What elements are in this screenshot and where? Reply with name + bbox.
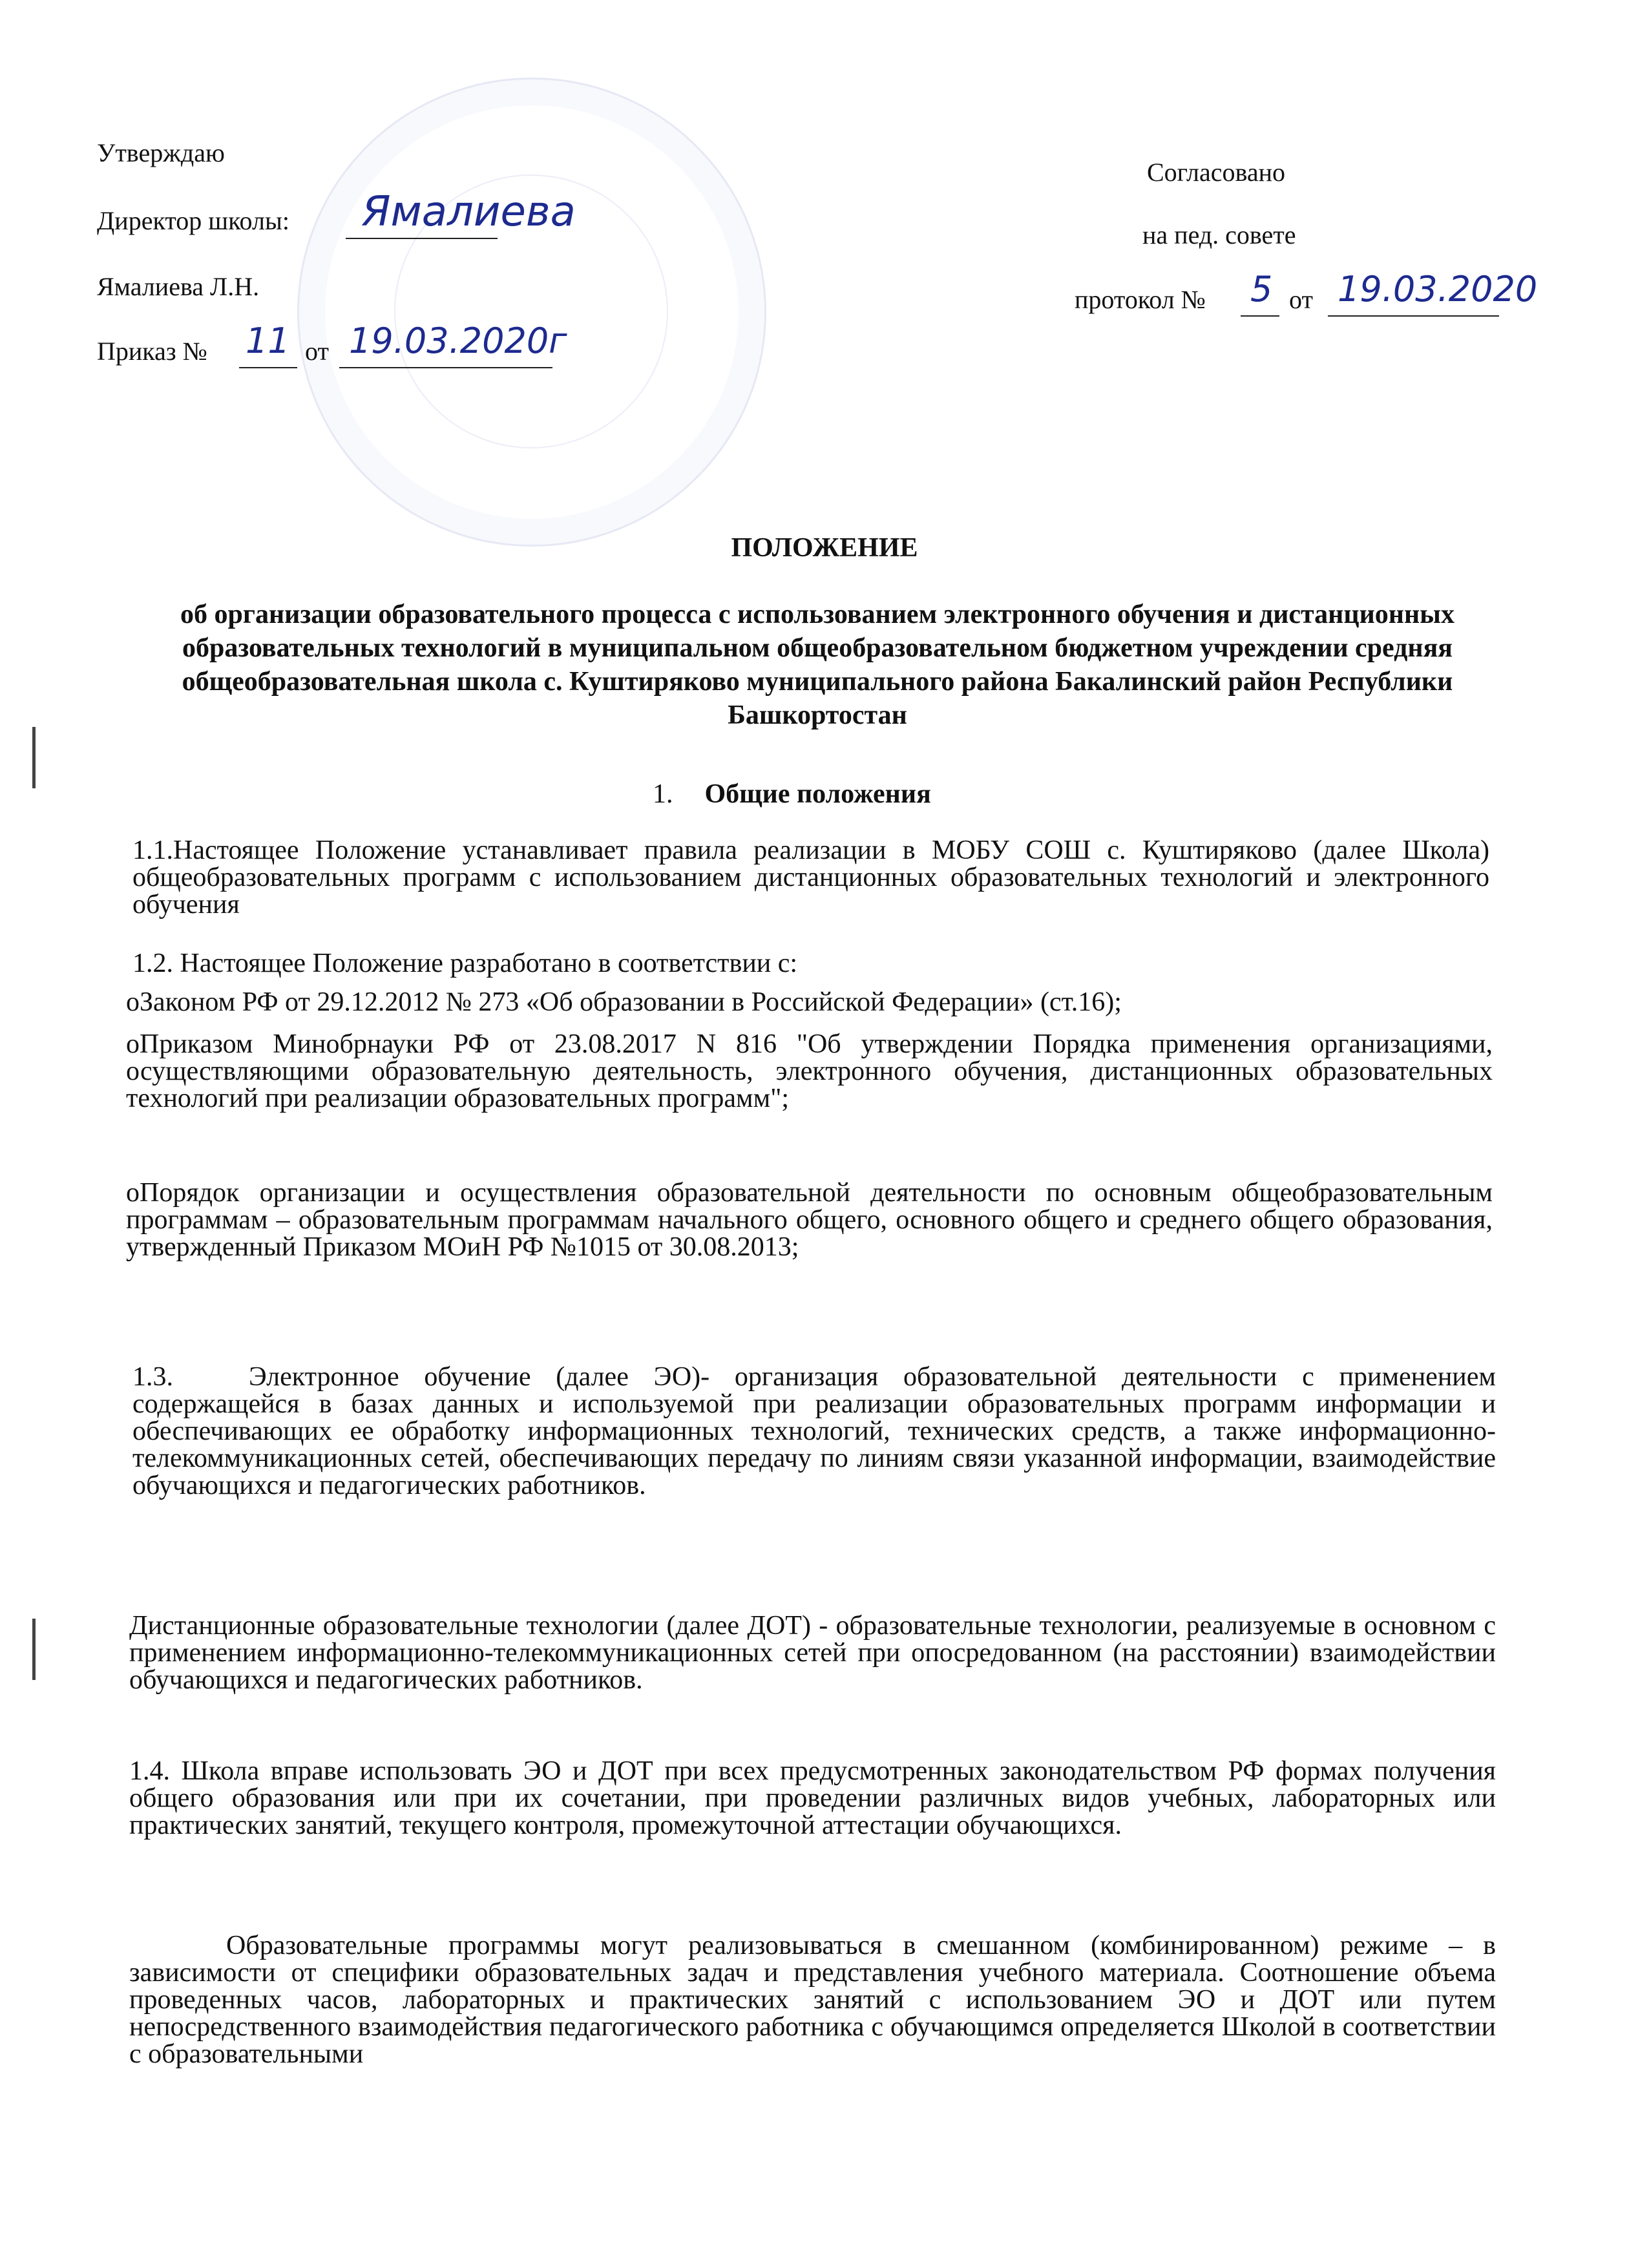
order-date-line [339,367,552,368]
margin-mark [32,727,36,788]
director-label: Директор школы: [97,206,289,235]
paragraph-1-3-text: Электронное обучение (далее ЭО)- организация образовательной деятельности с применением содержащейся в базах данных и используемой при реализации образовательных программ информации и обеспечивающих ее обработку информационных технологий, технических средств, а также информационно-телекоммуникационных сетей, обеспечивающих передачу по линиям связи указанной информации, взаимодействие обучающихся и педагогических работников. [132,1362,1496,1500]
paragraph-1-3-number: 1.3. [132,1362,173,1392]
order-label: Приказ № [97,337,207,366]
order-number: 11 [246,320,290,361]
paragraph-mixed-mode: Образовательные программы могут реализовываться в смешанном (комбинированном) режиме – в зависимости от специфики образовательных задач и представления учебного материала. Соотношение объема проведенных часов, лабораторных и практических занятий с использованием ЭО и ДОТ или путем непосредственного взаимодействия педагогического работника с обучающимся определяется Школой в соответствии с образовательными [129,1931,1496,2069]
council-label: на пед. совете [1142,220,1296,249]
bullet-text: Законом РФ от 29.12.2012 № 273 «Об образовании в Российской Федерации» (ст.16); [140,987,1122,1017]
document-title: ПОЛОЖЕНИЕ [731,533,918,563]
section-heading [653,779,931,810]
paragraph-1-3 [132,1363,1496,1499]
order-number-line [239,367,297,368]
paragraph-1-1: 1.1.Настоящее Положение устанавливает правила реализации в МОБУ СОШ с. Куштиряково (далее Школа) общеобразовательных программ с использованием дистанционных образовательных технологий и электронного обучения [132,835,1489,919]
protocol-number-line [1241,315,1279,317]
director-name: Ямалиева Л.Н. [97,272,260,301]
order-from: от [305,337,329,366]
bullet-marker: o [126,1178,140,1208]
bullet-text: Приказом Минобрнауки РФ от 23.08.2017 N 816 "Об утверждении Порядка применения организациями, осуществляющими образовательную деятельность, электронного обучения, дистанционных образовательных технологий при реализации образовательных программ"; [126,1029,1493,1113]
protocol-from: от [1289,285,1313,314]
document-subtitle: об организации образовательного процесса с использованием электронного обучения и дистанционных образовательных технологий в муниципальном общеобразовательном бюджетном учреждении средняя общеобразовательная школа с. Куштиряково муниципального района Бакалинский район Республики Башкортостан [180,600,1455,730]
margin-mark [32,1619,36,1680]
section-title: Общие положения [704,779,931,809]
bullet-item-2 [126,1031,1493,1112]
director-signature-line [346,238,498,239]
protocol-date: 19.03.2020 [1338,269,1538,310]
bullet-marker: o [126,1029,140,1059]
section-number: 1. [653,779,673,809]
protocol-label: протокол № [1075,285,1206,314]
protocol-number: 5 [1250,269,1273,310]
protocol-date-line [1328,315,1499,317]
order-date: 19.03.2020г [349,320,567,361]
paragraph-1-4: 1.4. Школа вправе использовать ЭО и ДОТ при всех предусмотренных законодательством РФ формах получения общего образования или при их сочетании, при проведении различных видов учебных, лабораторных или практических занятий, текущего контроля, промежуточной аттестации обучающихся. [129,1756,1496,1840]
agreed-label: Согласовано [1147,158,1286,187]
bullet-text: Порядок организации и осуществления образовательной деятельности по основным общеобразовательным программам – образовательным программам начального общего, основного общего и среднего общего образования, утвержденный Приказом МОиН РФ №1015 от 30.08.2013; [126,1178,1493,1262]
paragraph-1-2: 1.2. Настоящее Положение разработано в соответствии с: [132,949,798,978]
bullet-item-3 [126,1179,1493,1261]
bullet-item-1 [126,989,1493,1016]
paragraph-dot: Дистанционные образовательные технологии (далее ДОТ) - образовательные технологии, реализуемые в основном с применением информационно-телекоммуникационных сетей при опосредованном (на расстоянии) взаимодействии обучающихся и педагогических работников. [129,1611,1496,1695]
approve-label: Утверждаю [97,138,225,167]
bullet-marker: o [126,987,140,1017]
director-signature: Ямалиева [362,188,576,236]
